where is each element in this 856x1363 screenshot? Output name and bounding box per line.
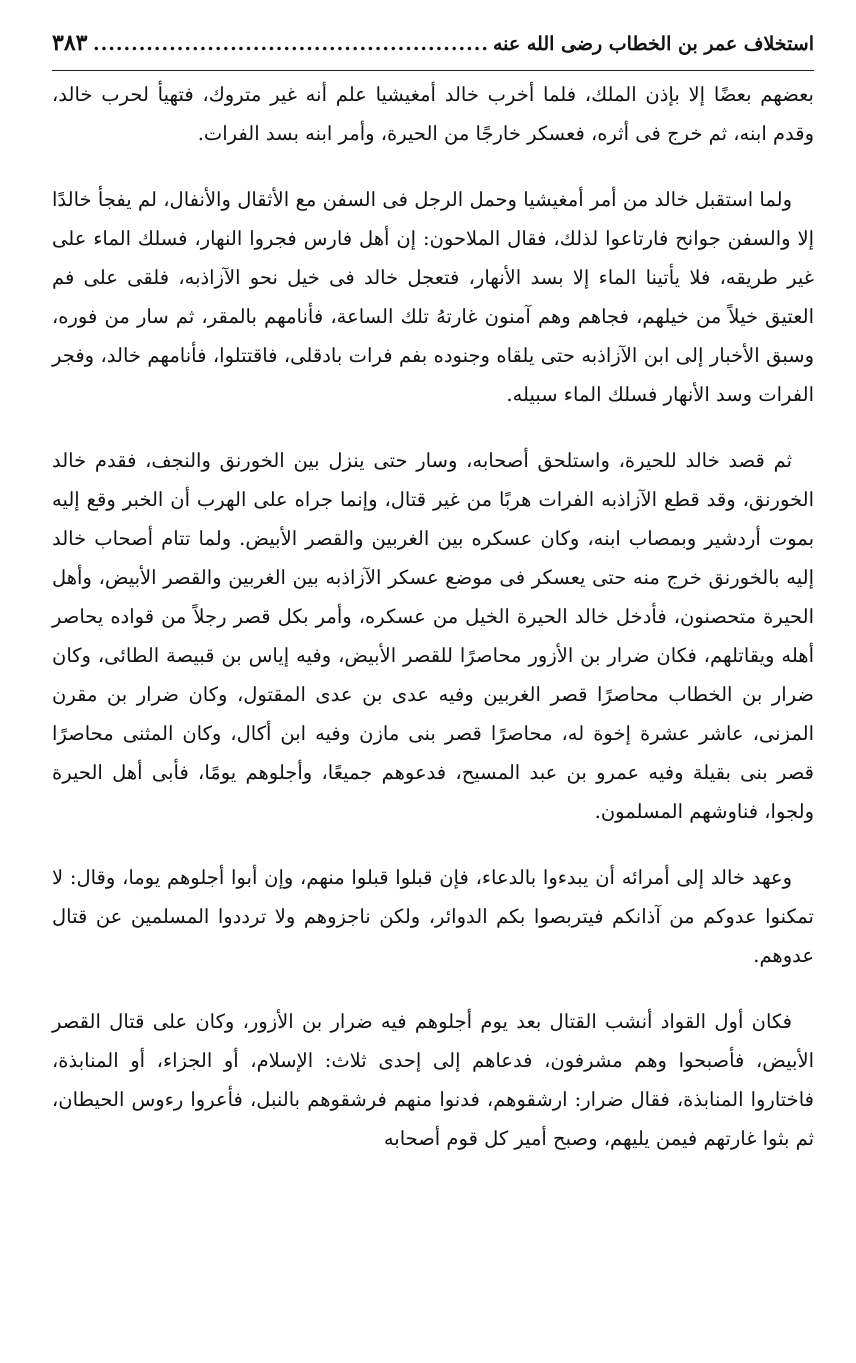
chapter-title: استخلاف عمر بن الخطاب رضى الله عنه (492, 33, 814, 55)
running-header (52, 30, 814, 71)
paragraph-2: ولما استقبل خالد من أمر أمغيشيا وحمل الرجل فى السفن مع الأثقال والأنفال، لم يفجأ خالدًا إلا والسفن جوانح فارتاعوا لذلك، فقال الملاحون: إن أهل فارس فجروا النهار، فسلك الماء على غير طريقه، فلا يأتينا الماء إلا بسد الأنهار، فتعجل خالد فى خيل نحو الآزاذبه، فلقى على فم العتيق خيلاً من خيلهم، فجاهم وهم آمنون غارتهُ تلك الساعة، فأنامهم بالمقر، ثم سار من فوره، وسبق الأخبار إلى ابن الآزاذبه حتى يلقاه وجنوده بفم فرات بادقلى، فاقتتلوا، فأنامهم خالد، وفجر الفرات وسد الأنهار فسلك الماء سبيله. (52, 188, 814, 406)
paragraph-1: بعضهم بعضًا إلا بإذن الملك، فلما أخرب خالد أمغيشيا علم أنه غير متروك، فتهيأ لحرب خالد، وقدم ابنه، ثم خرج فى أثره، فعسكر خارجًا من الحيرة، وأمر ابنه بسد الفرات. (52, 83, 814, 145)
page-number: ٣٨٣ (52, 30, 88, 56)
leader-dots (91, 33, 489, 55)
paragraph-5: فكان أول القواد أنشب القتال بعد يوم أجلوهم فيه ضرار بن الأزور، وكان على قتال القصر الأبيض، فأصبحوا وهم مشرفون، فدعاهم إلى إحدى ثلاث: الإسلام، أو الجزاء، أو المنابذة، فاختاروا المنابذة، فقال ضرار: ارشقوهم، فدنوا منهم فرشقوهم بالنبل، فأعروا رءوس الحيطان، ثم بثوا غارتهم فيمن يليهم، وصبح أمير كل قوم أصحابه (52, 1010, 814, 1150)
paragraph-3: ثم قصد خالد للحيرة، واستلحق أصحابه، وسار حتى ينزل بين الخورنق والنجف، فقدم خالد الخورنق، وقد قطع الآزاذبه الفرات هربًا من غير قتال، وإنما جراه على الهرب أن الخبر وقع إليه بموت أردشير وبمصاب ابنه، وكان عسكره بين الغربين والقصر الأبيض. ولما تتام أصحاب خالد إليه بالخورنق خرج منه حتى يعسكر فى موضع عسكر الآزاذبه بين الغربين والقصر الأبيض، وأهل الحيرة متحصنون، فأدخل خالد الحيرة الخيل من عسكره، وأمر بكل قصر رجلاً من قواده يحاصر أهله ويقاتلهم، فكان ضرار بن الأزور محاصرًا للقصر الأبيض، وفيه إياس بن قبيصة الطائى، وكان ضرار بن الخطاب محاصرًا قصر الغربين وفيه عدى بن عدى المقتول، وكان ضرار بن مقرن المزنى، عاشر عشرة إخوة له، محاصرًا قصر بنى مازن وفيه ابن أكال، وكان المثنى محاصرًا قصر بنى بقيلة وفيه عمرو بن عبد المسيح، فدعوهم جميعًا، وأجلوهم يومًا، فأبى أهل الحيرة ولجوا، فناوشهم المسلمون. (52, 449, 814, 823)
paragraph-4: وعهد خالد إلى أمرائه أن يبدءوا بالدعاء، فإن قبلوا قبلوا منهم، وإن أبوا أجلوهم يوما، وقال: لا تمكنوا عدوكم من آذانكم فيتربصوا بكم الدوائر، ولكن ناجزوهم ولا ترددوا المسلمين عن قتال عدوهم. (52, 866, 814, 967)
